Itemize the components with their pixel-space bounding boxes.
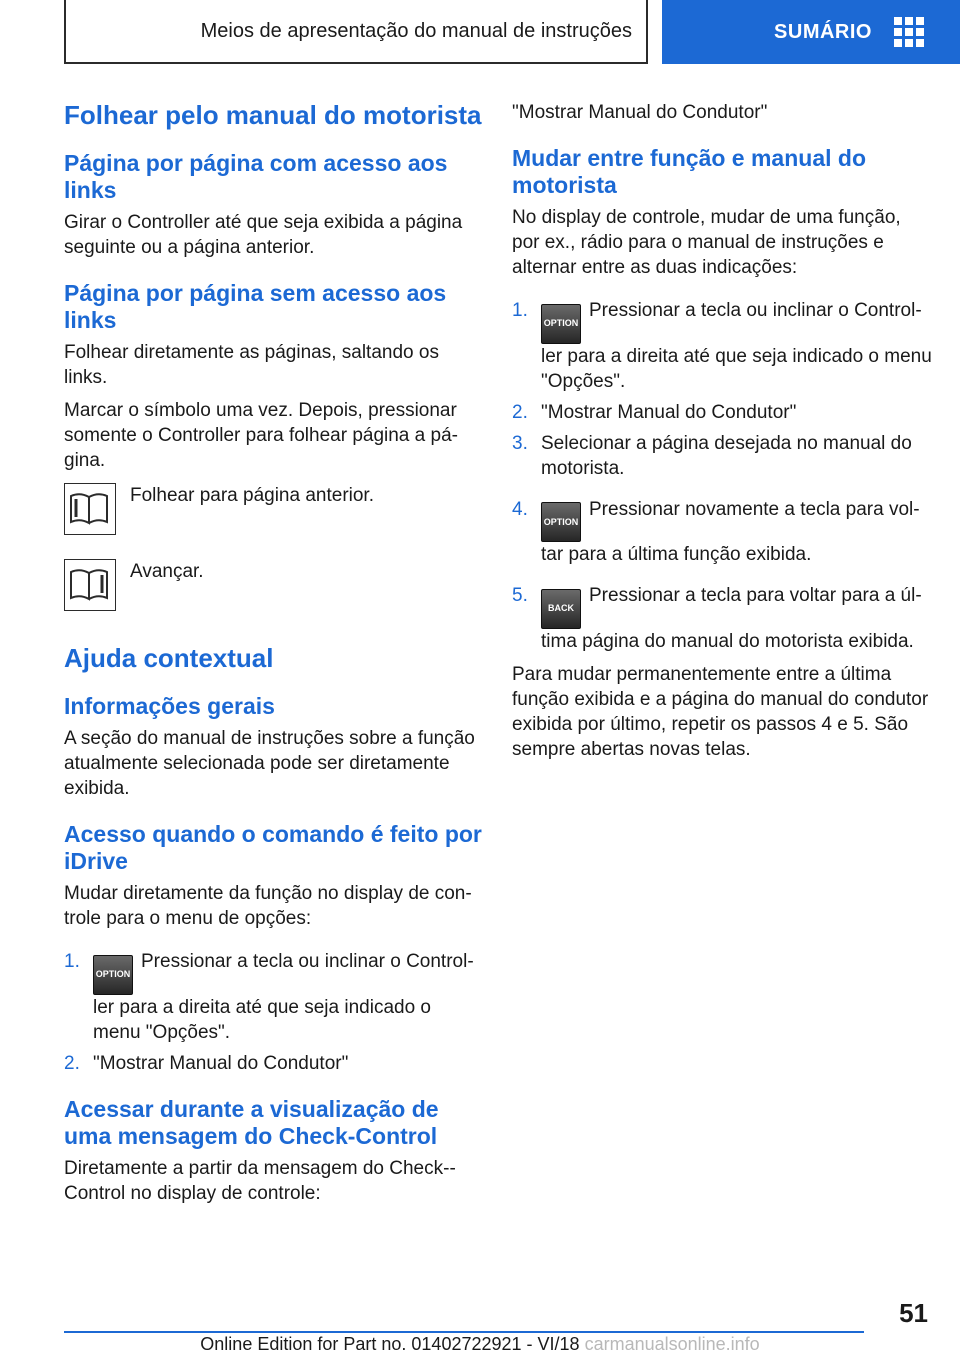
step-number: 4.: [512, 498, 528, 520]
step-number: 3.: [512, 432, 528, 454]
step-text: Pressionar novamente a tecla para voltar para a última função exibida.: [541, 498, 920, 565]
book-next-icon: [64, 559, 116, 611]
grid-menu-icon: [894, 17, 924, 47]
text-final: Para mudar permanentemente entre a última função exibida e a página do manual do condutor exibida por último, repetir os passos 4 e 5. São sempre abertas novas telas.: [512, 663, 929, 760]
text-com-links: Girar o Controller até que seja exibida a página seguinte ou a página anterior.: [64, 212, 463, 258]
step-text: Pressionar a tecla ou inclinar o Controller para a direita até que seja indicado o menu "Opções".: [93, 951, 474, 1043]
text-sem-links-1: Folhear diretamente as páginas, saltando os links.: [64, 342, 439, 388]
list-item: [512, 497, 932, 568]
step-text: Selecionar a página desejada no manual do motorista.: [541, 432, 912, 479]
heading-ajuda: Ajuda contextual: [64, 643, 274, 673]
heading-info: Informações gerais: [64, 693, 275, 719]
step-number: 1.: [512, 300, 528, 321]
step-text: Pressionar a tecla ou inclinar o Controller para a direita até que seja indicado o menu "Opções".: [541, 300, 932, 392]
list-item: [64, 949, 482, 1045]
steps-left: [64, 949, 482, 1076]
step-number: 2.: [64, 1052, 80, 1074]
back-button-icon: BACK: [541, 589, 581, 629]
header-title: Meios de apresentação do manual de instruções: [200, 19, 632, 42]
heading-check-control: Acessar durante a visualização de uma mensagem do Check-Control: [64, 1095, 439, 1149]
step-number: 5.: [512, 585, 528, 606]
text-check-control: Diretamente a partir da mensagem do Check-Control no display de controle:: [64, 1157, 456, 1204]
option-button-icon: OPTION: [541, 304, 581, 344]
watermark-text: carmanualsonline.info: [584, 1334, 760, 1354]
header-title-box: [64, 0, 648, 64]
sumario-label: SUMÁRIO: [774, 20, 872, 43]
step-text: "Mostrar Manual do Condutor": [93, 1052, 349, 1074]
text-sem-links-2: Marcar o símbolo uma vez. Depois, pressionar somente o Controller para folhear página a página.: [64, 400, 458, 471]
text-acesso: Mudar diretamente da função no display de controle para o menu de opções:: [64, 883, 472, 929]
step-text: Pressionar a tecla para voltar para a última página do manual do motorista exibida.: [541, 585, 922, 652]
text-mudar: No display de controle, mudar de uma função, por ex., rádio para o manual de instruções e alternar entre as duas indicações:: [512, 207, 901, 278]
heading-mudar: Mudar entre função e manual do motorista: [512, 145, 866, 198]
icon-row-prev: [64, 483, 482, 535]
footer-divider: [64, 1331, 864, 1333]
page-number: 51: [899, 1298, 928, 1328]
book-prev-icon: [64, 483, 116, 535]
list-item: [512, 431, 932, 481]
right-column: [512, 100, 932, 762]
icon-row-next: [64, 559, 482, 611]
heading-folhear: Folhear pelo manual do motorista: [64, 100, 482, 130]
edition-text: Online Edition for Part no. 01402722921 - VI/18: [200, 1334, 580, 1354]
text-icon-prev: Folhear para página anterior.: [130, 485, 374, 506]
list-item: [512, 298, 932, 394]
list-item: [512, 583, 932, 654]
text-mostrar: "Mostrar Manual do Condutor": [512, 102, 768, 123]
step-number: 1.: [64, 951, 80, 972]
list-item: [64, 1051, 482, 1076]
heading-acesso: Acesso quando o comando é feito por iDrive: [64, 821, 482, 874]
sumario-button[interactable]: [662, 0, 960, 64]
heading-com-links: Página por página com acesso aos links: [64, 150, 448, 203]
list-item: [512, 400, 932, 425]
steps-right: [512, 298, 932, 654]
option-button-icon: OPTION: [93, 955, 133, 995]
footer-edition: [0, 1334, 960, 1355]
left-column: [64, 100, 482, 1206]
heading-sem-links: Página por página sem acesso aos links: [64, 280, 447, 333]
step-number: 2.: [512, 401, 528, 423]
step-text: "Mostrar Manual do Condutor": [541, 401, 797, 423]
option-button-icon: OPTION: [541, 502, 581, 542]
text-icon-next: Avançar.: [130, 561, 204, 582]
text-info: A seção do manual de instruções sobre a função atualmente selecionada pode ser diretamente exibida.: [64, 728, 475, 799]
